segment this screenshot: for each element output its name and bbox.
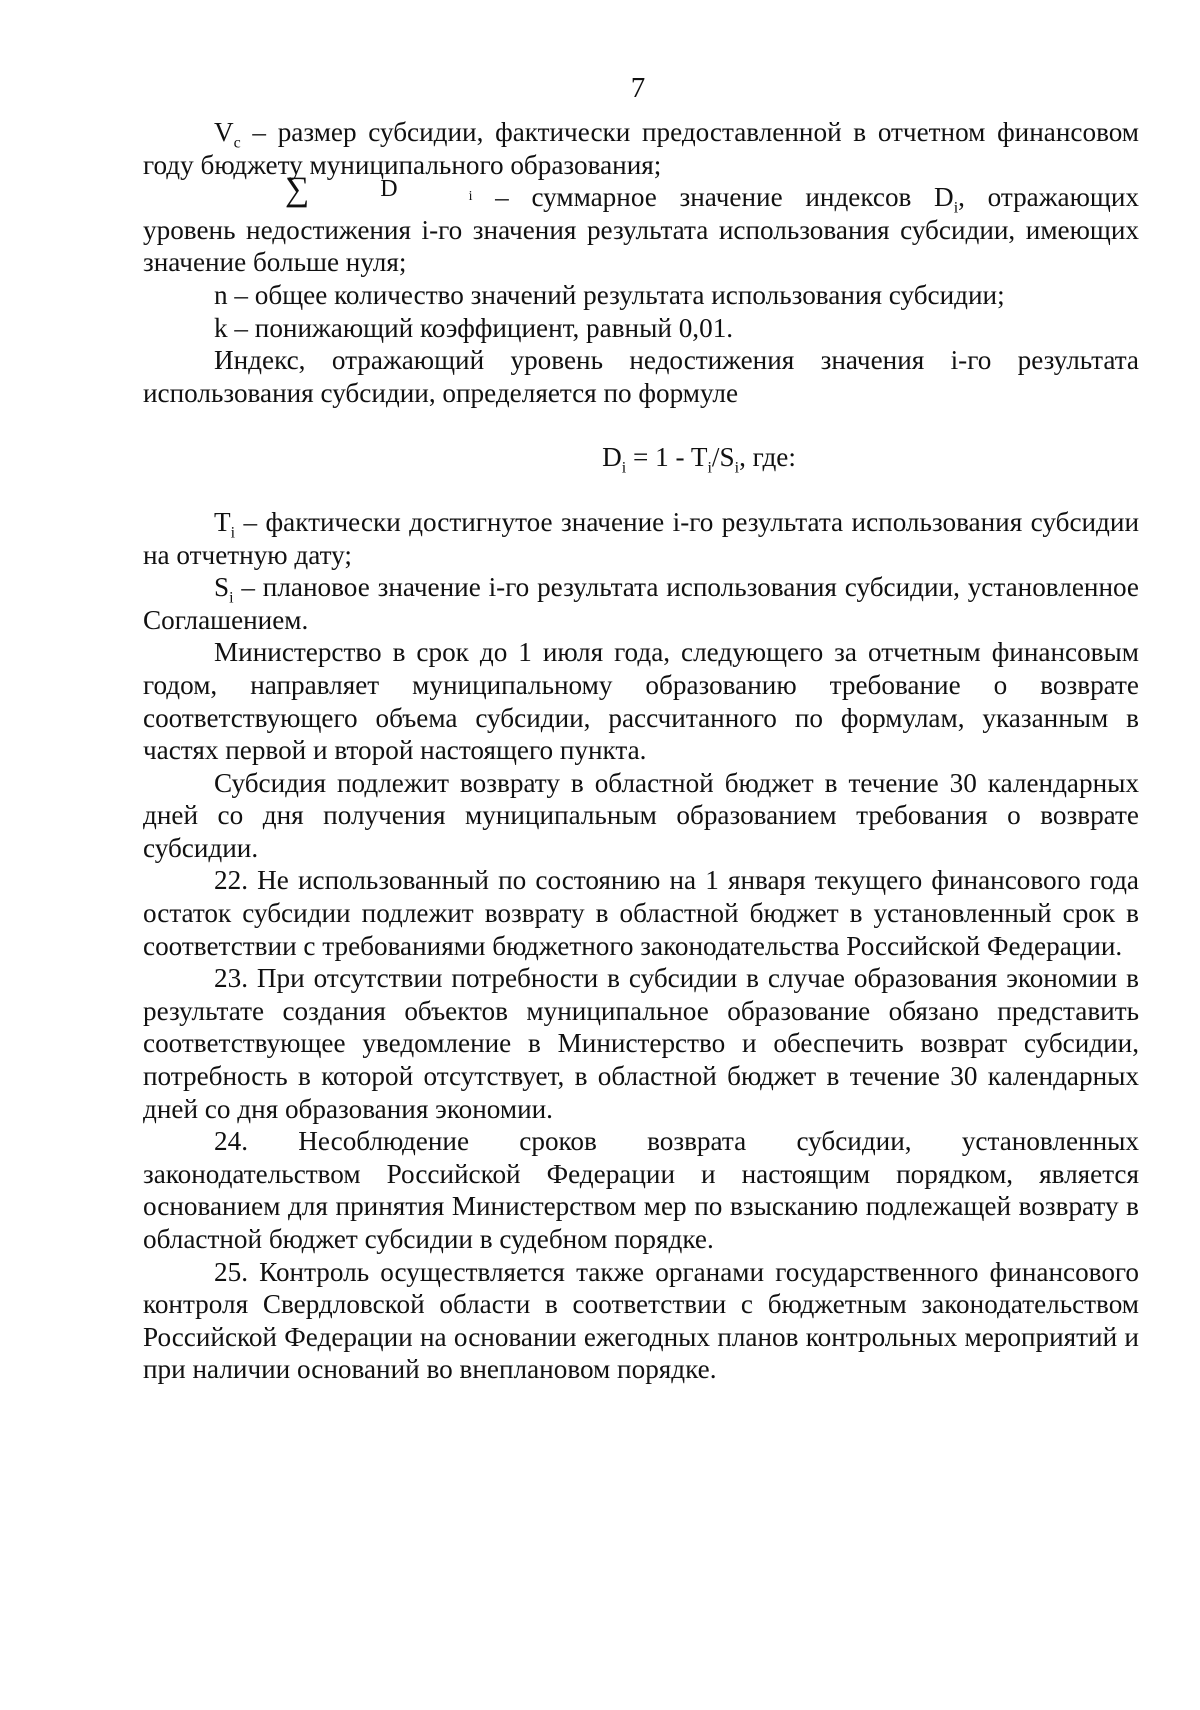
page-number: 7 — [630, 72, 646, 104]
definition-sum-d: ∑ D i – суммарное значение индексов $D_i$, отражающих уровень недостижения i-го значения результата использования субсидии, имеющих значение больше нуля; — [143, 171, 1139, 278]
paragraph-24: 24. Несоблюдение сроков возврата субсидии, установленных законодательством Российской Федерации и настоящим порядком, является основанием для принятия Министерством мер по взысканию подлежащей возврату в областной бюджет субсидии в судебном порядке. — [143, 1126, 1139, 1254]
definition-si: $S_i$ – плановое значение i-го результата использования субсидии, установленное Соглашением. — [143, 572, 1139, 635]
definition-k: k – понижающий коэффициент, равный 0,01. — [214, 312, 734, 343]
formula-di: $D_i = 1 - T_i/S_i$, где: — [602, 442, 796, 477]
definition-ti: $T_i$ – фактически достигнутое значение i-го результата использования субсидии на отчетную дату; — [143, 506, 1139, 570]
paragraph-return-term: Субсидия подлежит возврату в областной бюджет в течение 30 календарных дней со дня получения муниципальным образованием требования о возврате субсидии. — [143, 767, 1139, 863]
definition-vc: $V_c$ – размер субсидии, фактически предоставленной в отчетном финансовом году бюджету муниципального образования; — [143, 117, 1139, 180]
paragraph-25: 25. Контроль осуществляется также органами государственного финансового контроля Свердловской области в соответствии с бюджетным законодательством Российской Федерации на основании ежегодных планов контрольных мероприятий и при наличии оснований во внеплановом порядке. — [143, 1256, 1139, 1385]
document-body — [143, 116, 1139, 1386]
paragraph-23: 23. При отсутствии потребности в субсидии в случае образования экономии в результате создания объектов муниципальное образование обязано представить соответствующее уведомление в Министерство и обеспечить возврат субсидии, потребность в которой отсутствует, в областной бюджет в течение 30 календарных дней со дня образования экономии. — [143, 963, 1139, 1124]
index-intro: Индекс, отражающий уровень недостижения значения i-го результата использования субсидии, определяется по формуле — [143, 345, 1139, 408]
paragraph-22: 22. Не использованный по состоянию на 1 января текущего финансового года остаток субсидии подлежит возврату в областной бюджет в установленный срок в соответствии с требованиями бюджетного законодательства Российской Федерации. — [143, 865, 1139, 961]
definition-n: n – общее количество значений результата использования субсидии; — [214, 279, 1005, 310]
paragraph-requirement: Министерство в срок до 1 июля года, следующего за отчетным финансовым годом, направляет муниципальному образованию требование о возврате соответствующего объема субсидии, рассчитанного по формулам, указанным в частях первой и второй настоящего пункта. — [143, 637, 1139, 766]
